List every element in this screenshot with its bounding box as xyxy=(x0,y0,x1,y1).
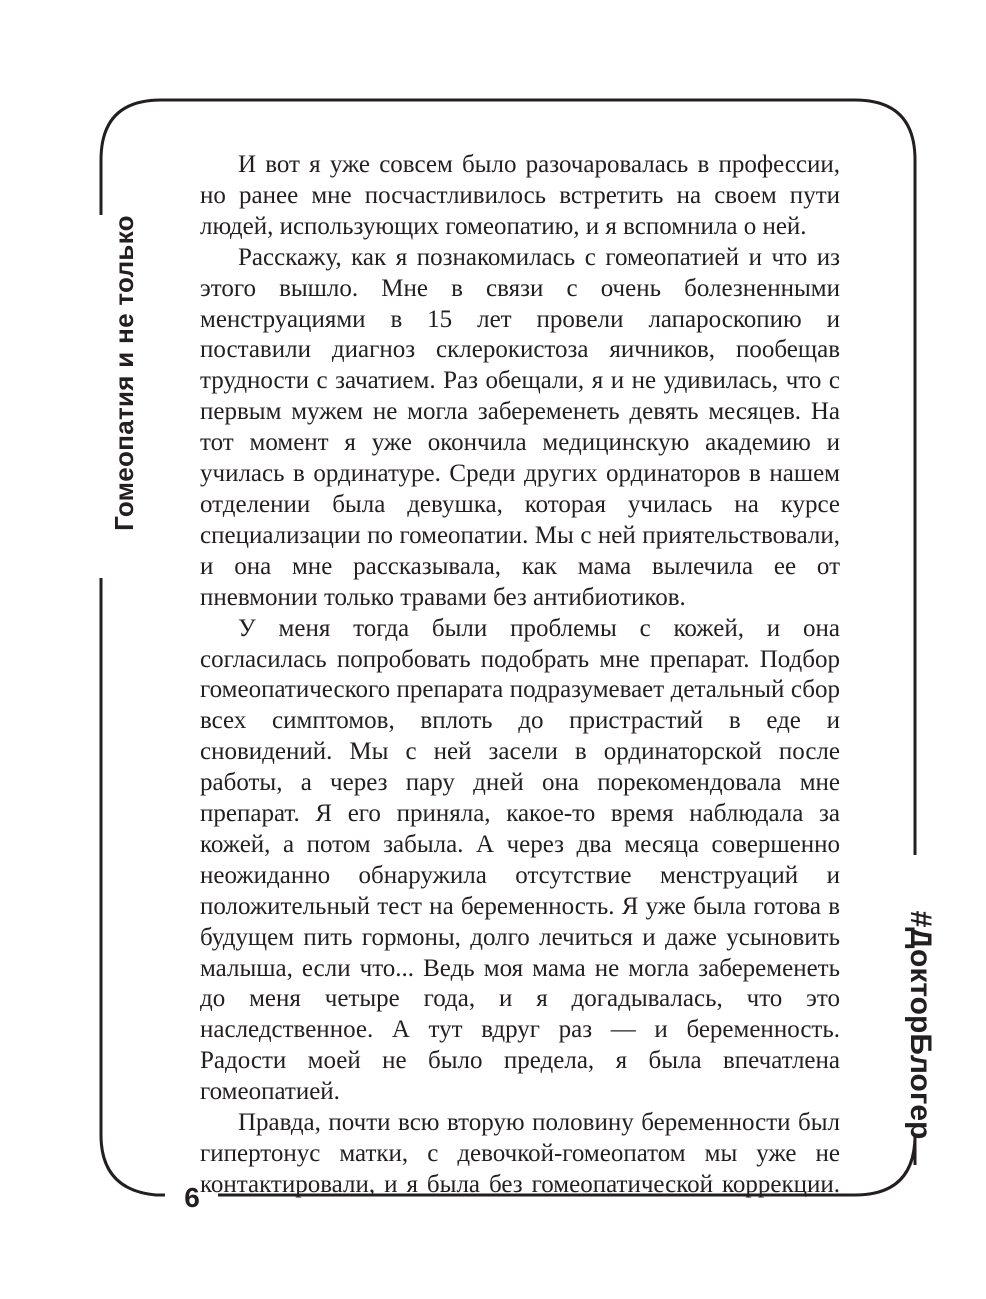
frame-left-lower xyxy=(101,578,165,1195)
paragraph-3: У меня тогда были проблемы с кожей, и она согласилась попробовать подобрать мне препарат. Подбор гомеопатического препарата подразумевает детальный сбор всех симптомов, вплоть до пристрастий в еде и сновидений. Мы с ней засели в ординаторской после работы, а через пару дней она порекомендовала мне препарат. Я его приняла, какое-то время наблюдала за кожей, а потом забыла. А через два месяца совершенно неожиданно обнаружила отсутствие менструаций и положительный тест на беременность. Я уже была готова в будущем пить гормоны, долго лечиться и даже усыновить малыша, если что... Ведь моя мама не могла забеременеть до меня четыре года, и я догадывалась, что это наследственное. А тут вдруг раз — и беременность. Радости моей не было предела, я была впечатлена гомеопатией. xyxy=(200,614,840,1106)
paragraph-4: Правда, почти всю вторую половину беременности был гипертонус матки, с девочкой-гомеопатом мы уже не контактировали, и я была без гомеопатической коррекции. xyxy=(200,1109,840,1198)
hashtag-label: #ДокторБлогер xyxy=(904,910,937,1140)
page-number: 6 xyxy=(184,1182,200,1213)
running-title: Гомеопатия и не только xyxy=(108,215,139,531)
paragraph-1: И вот я уже совсем было разочаровалась в профессии, но ранее мне посчастливилось встретить на своем пути людей, использующих гомеопатию, и я вспомнила о ней. xyxy=(200,151,840,240)
paragraph-2: Расскажу, как я познакомилась с гомеопатией и что из этого вышло. Мне в связи с очень болезненными менструациями в 15 лет провели лапароскопию и поставили диагноз склерокистоза яичников, пообещав трудности с зачатием. Раз обещали, я и не удивилась, что с первым мужем не могла забеременеть девять месяцев. На тот момент я уже окончила медицинскую академию и училась в ординатуре. Среди других ординаторов в нашем отделении была девушка, которая училась на курсе специализации по гомеопатии. Мы с ней приятельствовали, и она мне рассказывала, как мама вылечила ее от пневмонии только травами без антибиотиков. xyxy=(200,243,840,611)
body-text xyxy=(200,150,840,1201)
